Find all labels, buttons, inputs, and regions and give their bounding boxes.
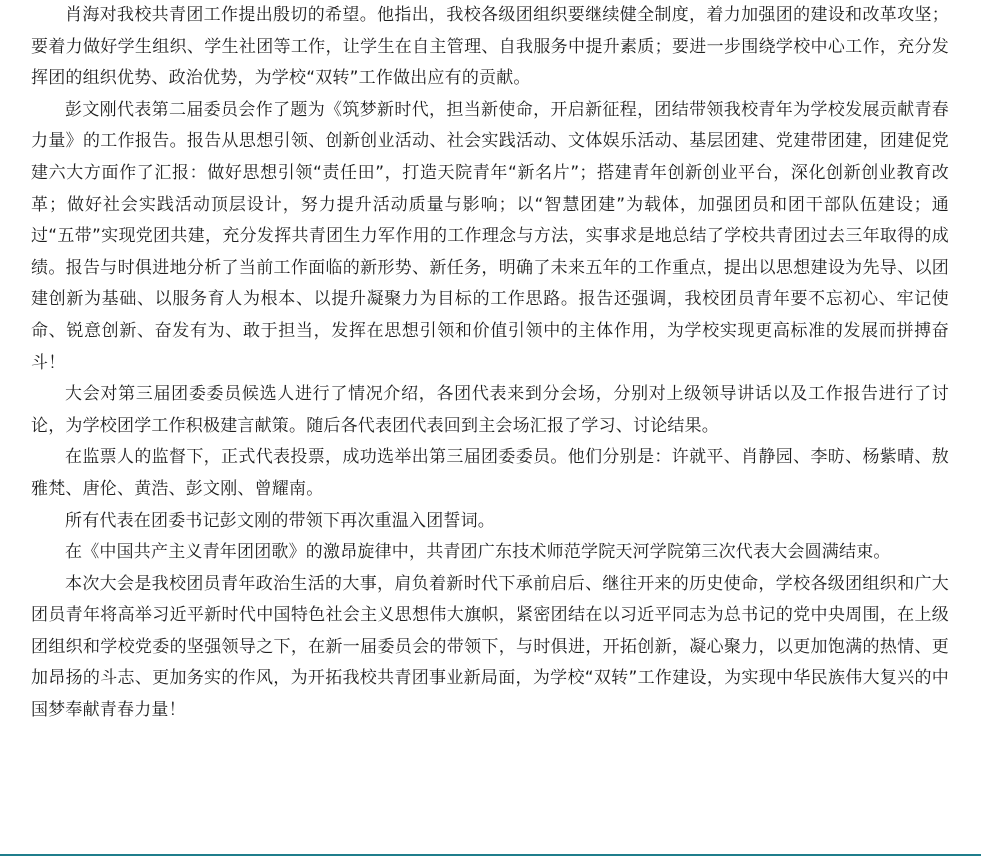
paragraph-1: 肖海对我校共青团工作提出殷切的希望。他指出，我校各级团组织要继续健全制度，着力加强团的建设和改革攻坚；要着力做好学生组织、学生社团等工作，让学生在自主管理、自我服务中提升素质；要进一步围绕学校中心工作，充分发挥团的组织优势、政治优势，为学校“双转”工作做出应有的贡献。 <box>31 5 949 89</box>
paragraph-3: 大会对第三届团委委员候选人进行了情况介绍，各团代表来到分会场，分别对上级领导讲话以及工作报告进行了讨论，为学校团学工作积极建言献策。随后各代表团代表回到主会场汇报了学习、讨论结果。 <box>31 384 949 436</box>
paragraph-6: 在《中国共产主义青年团团歌》的激昂旋律中，共青团广东技术师范学院天河学院第三次代表大会圆满结束。 <box>65 542 891 563</box>
paragraph-2: 彭文刚代表第二届委员会作了题为《筑梦新时代，担当新使命，开启新征程，团结带领我校青年为学校发展贡献青春力量》的工作报告。报告从思想引领、创新创业活动、社会实践活动、文体娱乐活动、基层团建、党建带团建，团建促党建六大方面作了汇报：做好思想引领“责任田”，打造天院青年“新名片”；搭建青年创新创业平台，深化创新创业教育改革；做好社会实践活动顶层设计，努力提升活动质量与影响；以“智慧团建”为载体，加强团员和团干部队伍建设；通过“五带”实现党团共建，充分发挥共青团生力军作用的工作理念与方法，实事求是地总结了学校共青团过去三年取得的成绩。报告与时俱进地分析了当前工作面临的新形势、新任务，明确了未来五年的工作重点，提出以思想建设为先导、以团建创新为基础、以服务育人为根本、以提升凝聚力为目标的工作思路。报告还强调，我校团员青年要不忘初心、牢记使命、锐意创新、奋发有为、敢于担当，发挥在思想引领和价值引领中的主体作用，为学校实现更高标准的发展而拼搏奋斗！ <box>31 99 949 373</box>
paragraph-7: 本次大会是我校团员青年政治生活的大事，肩负着新时代下承前启后、继往开来的历史使命，学校各级团组织和广大团员青年将高举习近平新时代中国特色社会主义思想伟大旗帜，紧密团结在以习近平同志为总书记的党中央周围，在上级团组织和学校党委的坚强领导之下，在新一届委员会的带领下，与时俱进，开拓创新，凝心聚力，以更加饱满的热情、更加昂扬的斗志、更加务实的作风，为开拓我校共青团事业新局面，为学校“双转”工作建设，为实现中华民族伟大复兴的中国梦奉献青春力量！ <box>31 573 949 721</box>
paragraph-5: 所有代表在团委书记彭文刚的带领下再次重温入团誓词。 <box>65 510 495 531</box>
article-body <box>31 0 949 727</box>
paragraph-4: 在监票人的监督下，正式代表投票，成功选举出第三届团委委员。他们分别是：许就平、肖静园、李昉、杨紫晴、敖雅梵、唐伦、黄浩、彭文刚、曾耀南。 <box>31 447 949 499</box>
